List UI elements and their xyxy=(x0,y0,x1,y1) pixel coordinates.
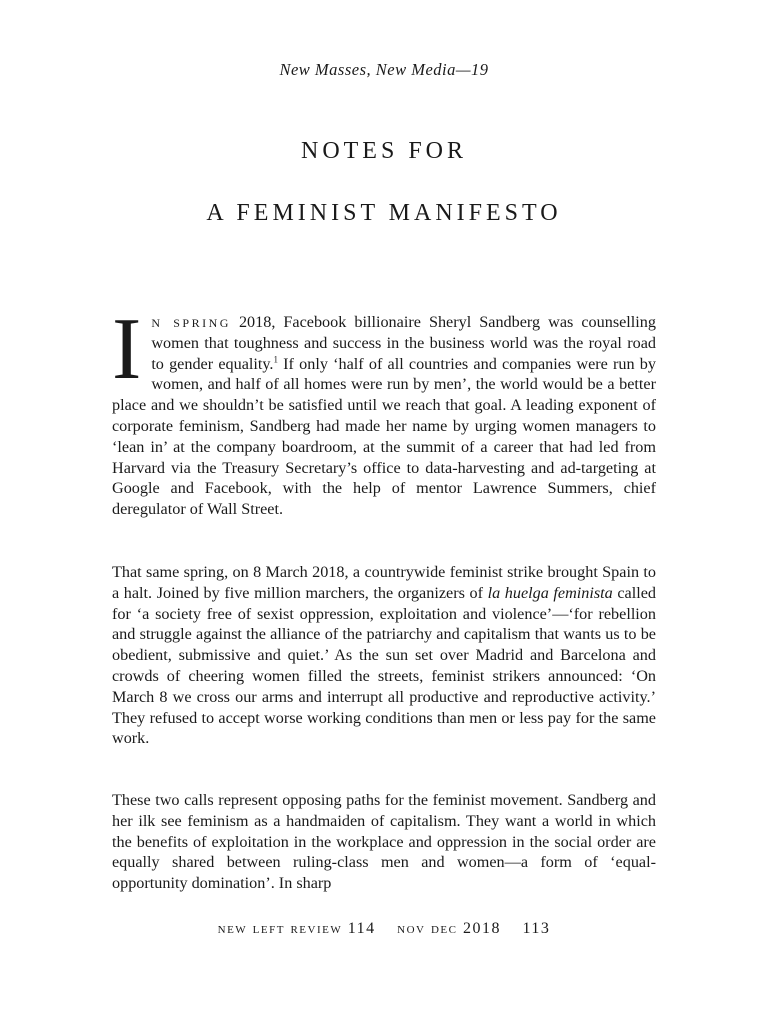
opening-small-caps: n spring xyxy=(151,312,231,331)
paragraph-3 xyxy=(112,790,656,894)
article-title-line-1: NOTES FOR xyxy=(300,138,468,164)
italic-phrase: la huelga feminista xyxy=(487,583,613,602)
paragraph-2-text-b: called for ‘a society free of sexist oppression, exploitation and violence’—‘for rebellion and struggle against the alliance of the patriarchy and capitalism that wants us to be obedient, submissive and quiet.’ As the sun set over Madrid and Barcelona and crowds of cheering women filled the streets, feminist strikers announced: ‘On March 8 we cross our arms and interrupt all productive and reproductive activity.’ They refused to accept worse working conditions than men or less pay for the same work. xyxy=(112,583,657,748)
paragraph-3-text: These two calls represent opposing paths for the feminist movement. Sandberg and her ilk see feminism as a handmaiden of capitalism. They want a world in which the benefits of exploitation in the workplace and oppression in the social order are equally shared between ruling-class men and women—a form of ‘equal-opportunity domination’. In sharp xyxy=(112,791,656,893)
article-title-line-2: A FEMINIST MANIFESTO xyxy=(206,200,562,226)
running-head: New Masses, New Media—19 xyxy=(279,60,489,79)
paragraph-1 xyxy=(112,301,656,520)
footer-journal: new left review 114 xyxy=(217,920,376,937)
drop-cap: I xyxy=(112,301,142,398)
page-footer xyxy=(0,920,768,938)
paragraph-2-text-a: That same spring, on 8 March 2018, a countrywide feminist strike brought Spain to a halt. Joined by five million marchers, the organizers of xyxy=(112,563,656,602)
footer-issue: nov dec 2018 xyxy=(397,920,501,937)
paragraph-1-text-b: If only ‘half of all countries and companies were run by women, and half of all homes were run by men’, the world would be a better place and we shouldn’t be satisfied until we reach that goal. A leading exponent of corporate feminism, Sandberg had made her name by urging women managers to ‘lean in’ at the company boardroom, at the summit of a career that had led from Harvard via the Treasury Secretary’s office to data-harvesting and ad-targeting at Google and Facebook, with the help of mentor Lawrence Summers, chief deregulator of Wall Street. xyxy=(112,354,656,519)
footnote-marker: 1 xyxy=(273,354,278,365)
paragraph-1-text-a: 2018, Facebook billionaire Sheryl Sandberg was counselling women that toughness and success in the business world was the royal road to gender equality. xyxy=(151,313,656,373)
paragraph-2 xyxy=(112,562,656,749)
footer-page-number: 113 xyxy=(522,920,551,937)
